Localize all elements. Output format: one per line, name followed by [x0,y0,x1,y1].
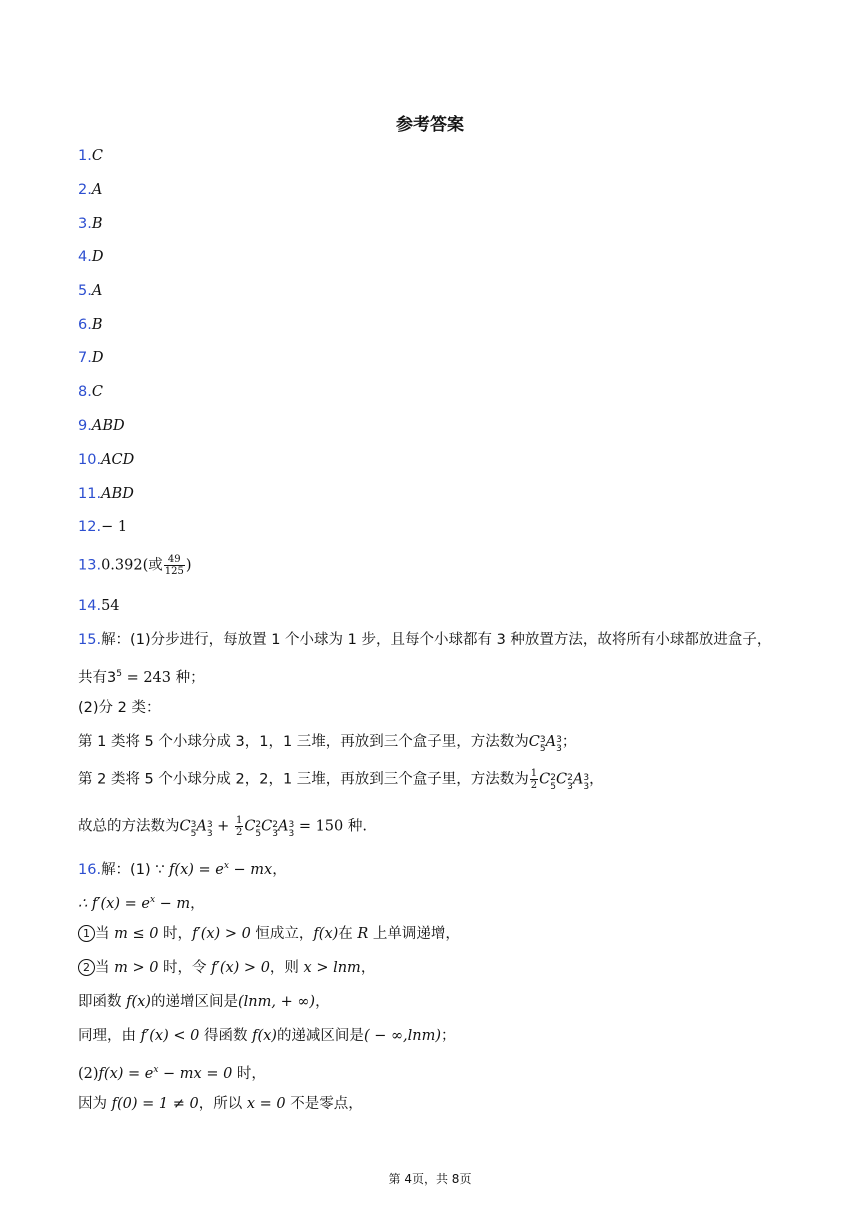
answer-7: 7.D [78,350,104,366]
answer-6: 6.B [78,317,103,333]
answer-5: 5.A [78,283,103,299]
answer-9: 9.ABD [78,418,125,434]
answer-13: 13.0.392(或 $\frac{49}{125}$ ) [78,554,192,577]
answer-11: 11.ABD [78,486,134,502]
answer-10: 10.ACD [78,452,135,468]
q16-line-1: 16.解：(1) ∵ $f(x) = e^x$ − mx， [78,861,287,878]
q16-line-3: 1 当 m ≤ 0 时，f′(x) > 0 恒成立，f(x)在 R 上单调递增， [78,924,460,944]
page-title: 参考答案 [396,115,464,135]
q16-line-8: 因为 f(0) = 1 ≠ 0，所以 x = 0 不是零点， [78,1096,363,1112]
answer-14: 14.54 [78,598,120,614]
q16-line-2: ∴ $f'(x) = e^x - m$， [78,895,205,912]
answer-3: 3.B [78,216,103,232]
q16-line-7: $(2)f(x) = e^x$ − mx = 0 时， [78,1065,266,1082]
answer-8: 8.C [78,384,103,400]
q15-line-1: 15.解：(1)分步进行，每放置 1 个小球为 1 步，且每个小球都有 3 种放置方法，故将所有小球都放进盒子， [78,632,772,648]
q16-line-4: 2 当 m > 0 时，令 f′(x) > 0，则 x > lnm， [78,958,375,978]
q15-line-3: (2)分 2 类： [78,700,161,716]
fraction: $\frac{49}{125}$ [164,554,184,577]
circled-number: 1 [78,925,95,942]
q15-line-6: 故总的方法数为C 3 5 A 3 3 + $\frac{1}{2}$ C 2 5 C 2 3 A 3 3 = 150 种. [78,815,367,839]
answer-12: 12.− 1 [78,519,128,535]
circled-number: 2 [78,959,95,976]
answer-1: 1.C [78,148,103,164]
q15-line-5: 第 2 类将 5 个小球分成 2，2，1 三堆，再放到三个盒子里，方法数为 $\frac{1}{2}$ C 2 5 C 2 3 A 3 3 ， [78,768,604,792]
q16-line-6: 同理，由 f′(x) < 0 得函数 f(x)的递减区间是( − ∞,lnm)； [78,1028,456,1044]
page-footer: 第 4页，共 8页 [388,1172,472,1186]
answer-2: 2.A [78,182,103,198]
answer-4: 4.D [78,249,104,265]
q15-line-4: 第 1 类将 5 个小球分成 3，1，1 三堆，再放到三个盒子里，方法数为C 3 5 A 3 3 ； [78,734,577,754]
q16-line-5: 即函数 f(x)的递增区间是(lnm, + ∞)， [78,994,330,1010]
q15-line-2: 共有$3^5 = 243$ 种； [78,669,205,686]
